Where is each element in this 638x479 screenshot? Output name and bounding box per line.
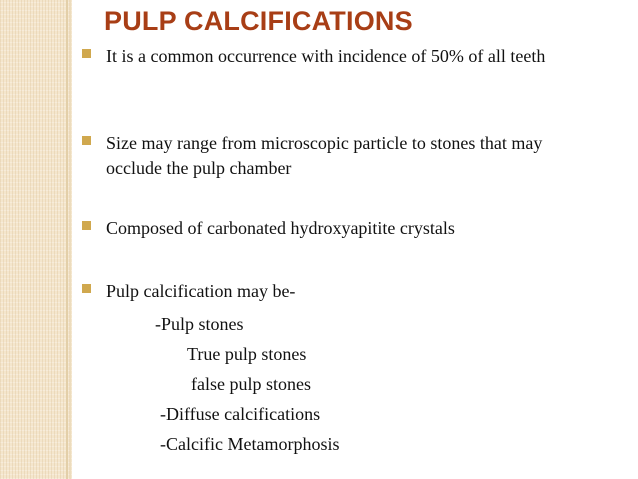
border-edge-line-inner	[70, 0, 71, 479]
square-bullet-icon	[82, 284, 91, 293]
sub-item: -Calcific Metamorphosis	[160, 434, 340, 454]
sub-item: -Pulp stones	[155, 314, 244, 334]
bullet-text: Pulp calcification may be-	[106, 281, 296, 301]
border-edge-line	[66, 0, 68, 479]
square-bullet-icon	[82, 49, 91, 58]
bullet-text: Composed of carbonated hydroxyapitite crystals	[106, 218, 455, 238]
bullet-text: Size may range from microscopic particle to stones that may occlude the pulp chamber	[106, 133, 543, 178]
sub-item: -Diffuse calcifications	[160, 404, 321, 424]
sub-item: false pulp stones	[191, 374, 311, 394]
square-bullet-icon	[82, 136, 91, 145]
bullet-item	[82, 44, 602, 69]
decorative-border	[0, 0, 72, 479]
bullet-item	[82, 216, 602, 241]
square-bullet-icon	[82, 221, 91, 230]
slide-title: PULP CALCIFICATIONS	[104, 6, 413, 36]
bullet-item	[82, 279, 602, 304]
bullet-item	[82, 131, 602, 181]
bullet-text: It is a common occurrence with incidence of 50% of all teeth	[106, 46, 546, 66]
sub-item: True pulp stones	[187, 344, 307, 364]
